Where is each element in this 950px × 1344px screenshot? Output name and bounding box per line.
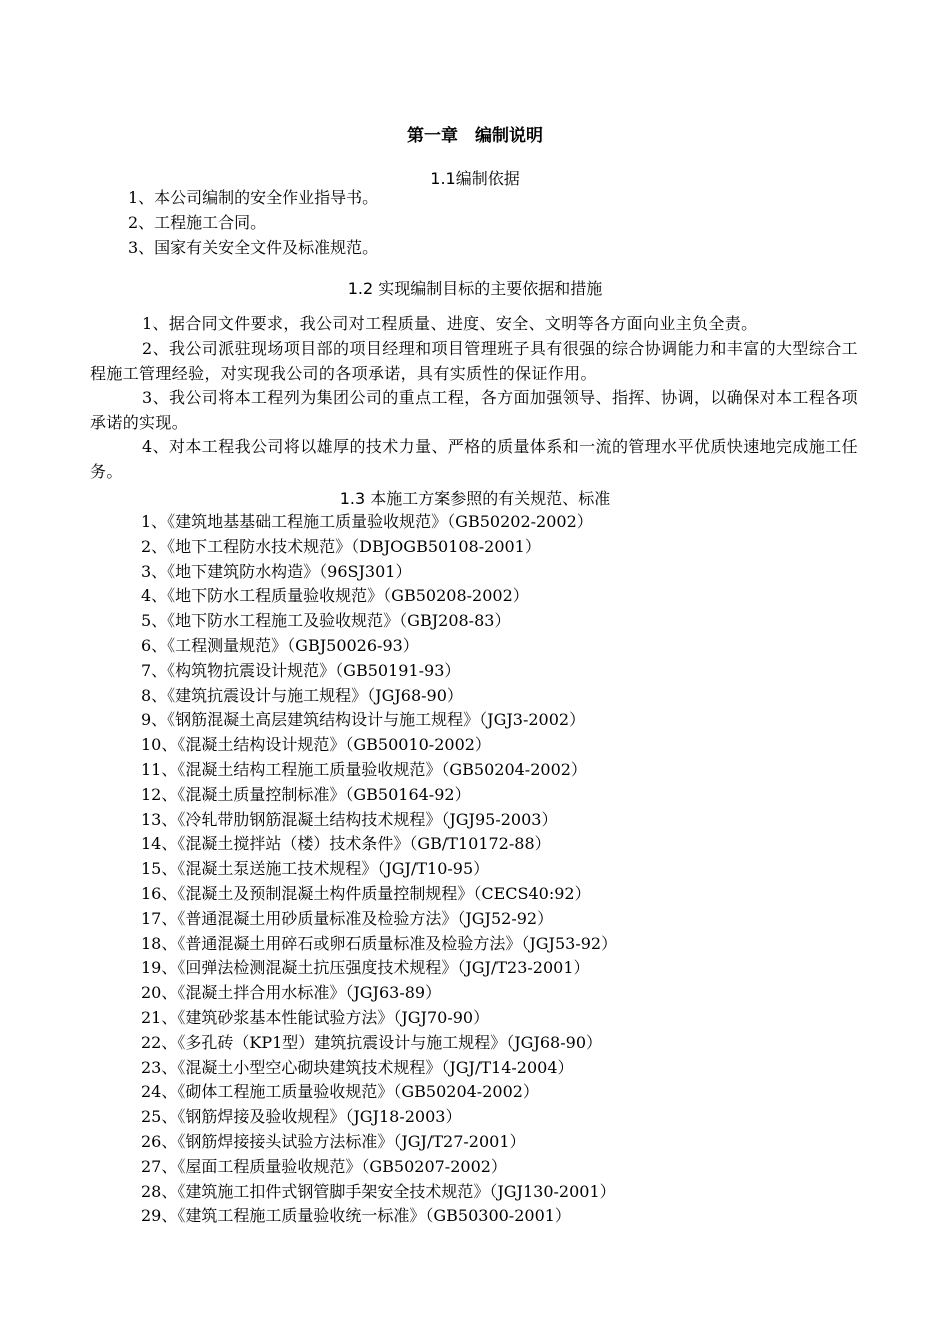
reference-list [141, 510, 617, 1229]
reference-item: 24、《砌体工程施工质量验收规范》（GB50204-2002） [141, 1082, 539, 1102]
section-3-title: 1.3 本施工方案参照的有关规范、标准 [339, 489, 611, 508]
reference-item: 13、《冷轧带肋钢筋混凝土结构技术规程》（JGJ95-2003） [141, 809, 558, 829]
reference-item: 21、《建筑砂浆基本性能试验方法》（JGJ70-90） [141, 1007, 490, 1027]
reference-item: 27、《屋面工程质量验收规范》（GB50207-2002） [141, 1156, 507, 1176]
reference-item: 19、《回弹法检测混凝土抗压强度技术规程》（JGJ/T23-2001） [141, 958, 590, 978]
measure-paragraph: 3、我公司将本工程列为集团公司的重点工程，各方面加强领导、指挥、协调，以确保对本工程各项承诺的实现。 [90, 388, 858, 432]
reference-item: 8、《建筑抗震设计与施工规程》（JGJ68-90） [141, 685, 463, 705]
reference-item: 23、《混凝土小型空心砌块建筑技术规程》（JGJ/T14-2004） [141, 1057, 574, 1077]
reference-item: 7、《构筑物抗震设计规范》（GB50191-93） [141, 660, 461, 680]
reference-item: 1、《建筑地基基础工程施工质量验收规范》（GB50202-2002） [141, 512, 593, 531]
measure-paragraph: 1、据合同文件要求，我公司对工程质量、进度、安全、文明等各方面向业主负全责。 [142, 314, 758, 333]
reference-item: 5、《地下防水工程施工及验收规范》（GBJ208-83） [141, 611, 511, 631]
reference-item: 9、《钢筋混凝土高层建筑结构设计与施工规程》（JGJ3-2002） [141, 710, 586, 730]
reference-item: 3、《地下建筑防水构造》（96SJ301） [141, 561, 412, 581]
reference-item: 14、《混凝土搅拌站（楼）技术条件》（GB/T10172-88） [141, 834, 551, 854]
reference-item: 16、《混凝土及预制混凝土构件质量控制规程》（CECS40:92） [141, 883, 591, 903]
reference-item: 25、《钢筋焊接及验收规程》（JGJ18-2003） [141, 1107, 462, 1127]
reference-item: 22、《多孔砖（KP1型）建筑抗震设计与施工规程》（JGJ68-90） [141, 1032, 602, 1052]
section-1-title: 1.1编制依据 [430, 169, 520, 188]
reference-item: 4、《地下防水工程质量验收规范》（GB50208-2002） [141, 586, 529, 606]
chapter-title: 第一章 编制说明 [407, 126, 543, 146]
basis-item: 3、国家有关安全文件及标准规范。 [128, 238, 379, 257]
reference-item: 15、《混凝土泵送施工技术规程》（JGJ/T10-95） [141, 859, 490, 879]
reference-item: 17、《普通混凝土用砂质量标准及检验方法》（JGJ52-92） [141, 908, 554, 928]
measure-paragraph: 4、对本工程我公司将以雄厚的技术力量、严格的质量体系和一流的管理水平优质快速地完成施工任务。 [90, 437, 858, 481]
reference-item: 28、《建筑施工扣件式钢管脚手架安全技术规范》（JGJ130-2001） [141, 1181, 616, 1201]
reference-item: 2、《地下工程防水技术规范》（DBJOGB50108-2001） [141, 536, 541, 556]
reference-item: 20、《混凝土拌合用水标准》（JGJ63-89） [141, 983, 442, 1003]
reference-item: 6、《工程测量规范》（GBJ50026-93） [141, 635, 419, 655]
reference-item: 18、《普通混凝土用碎石或卵石质量标准及检验方法》（JGJ53-92） [141, 933, 618, 953]
basis-item: 2、工程施工合同。 [128, 213, 267, 232]
reference-item: 26、《钢筋焊接接头试验方法标准》（JGJ/T27-2001） [141, 1131, 526, 1151]
reference-item: 10、《混凝土结构设计规范》（GB50010-2002） [141, 735, 491, 755]
reference-item: 29、《建筑工程施工质量验收统一标准》（GB50300-2001） [141, 1206, 571, 1226]
basis-item: 1、本公司编制的安全作业指导书。 [128, 188, 379, 207]
reference-item: 12、《混凝土质量控制标准》（GB50164-92） [141, 784, 471, 804]
measure-paragraph: 2、我公司派驻现场项目部的项目经理和项目管理班子具有很强的综合协调能力和丰富的大型综合工程施工管理经验，对实现我公司的各项承诺，具有实质性的保证作用。 [90, 339, 858, 383]
reference-item: 11、《混凝土结构工程施工质量验收规范》（GB50204-2002） [141, 759, 587, 779]
section-2-title: 1.2 实现编制目标的主要依据和措施 [347, 279, 603, 298]
